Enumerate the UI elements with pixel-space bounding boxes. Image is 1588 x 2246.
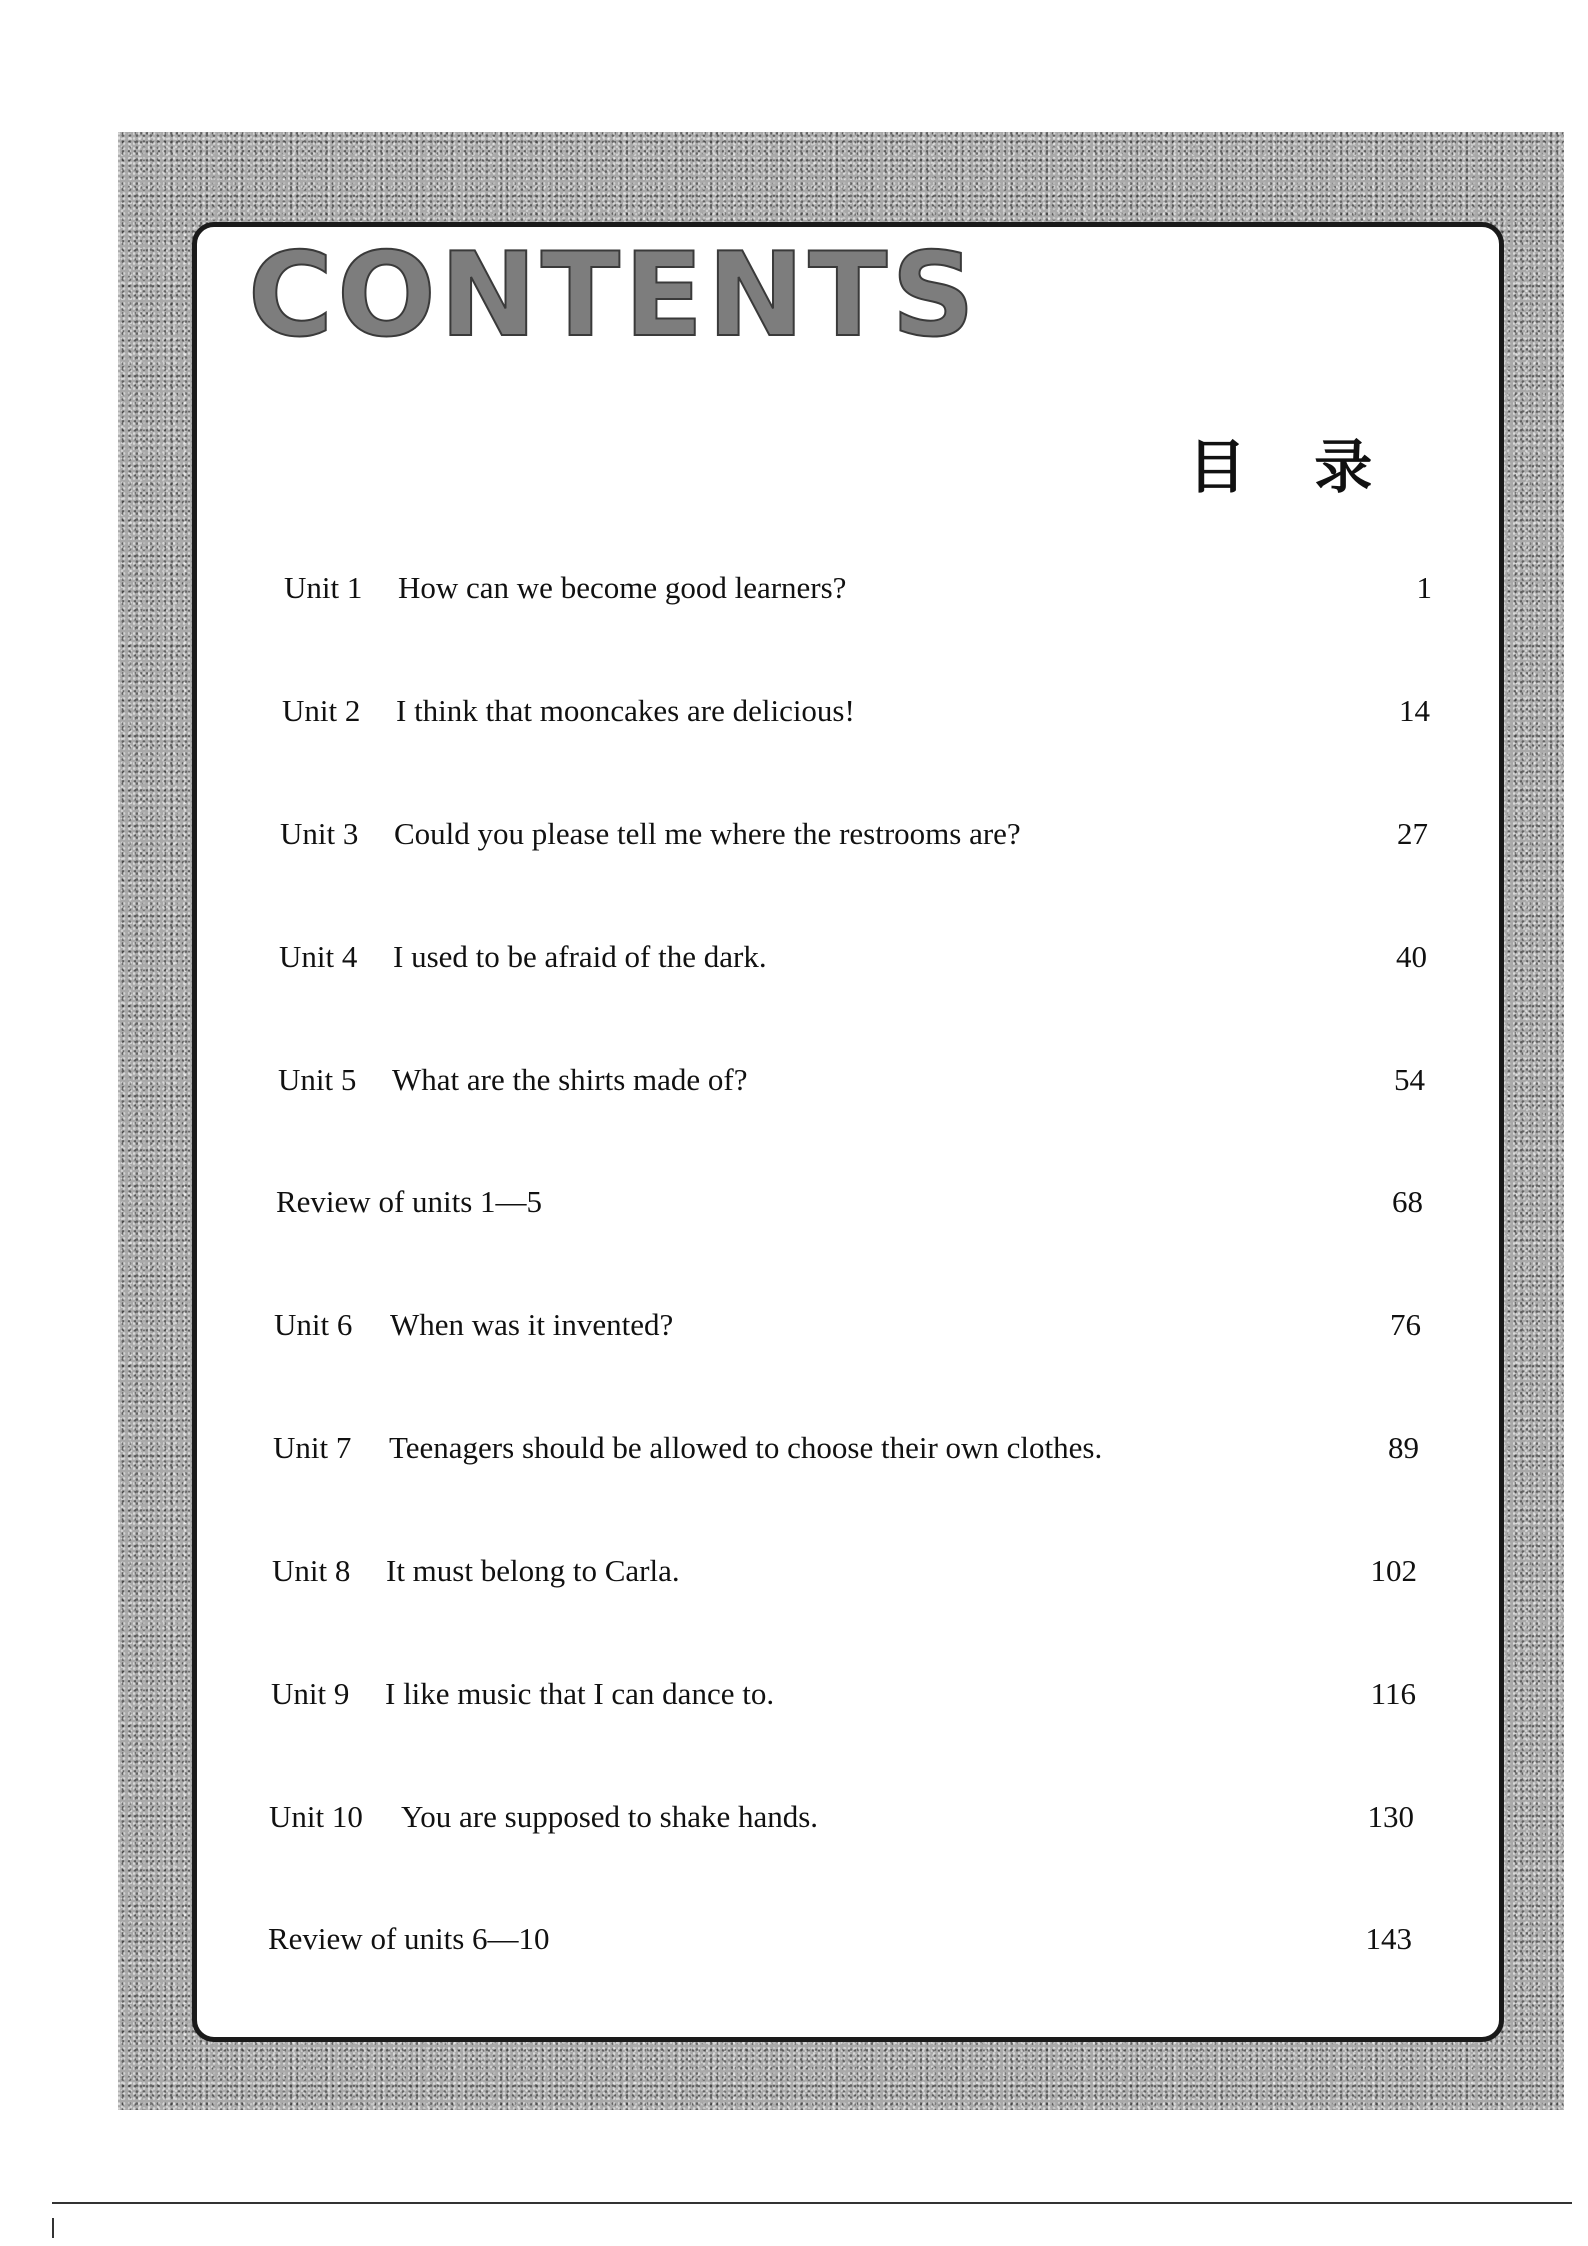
toc-entry-unit-7 (273, 1423, 1419, 1473)
toc-entry-unit-9 (271, 1669, 1416, 1719)
toc-unit-label: Unit 7 (273, 1430, 352, 1465)
toc-entry-unit-4 (279, 932, 1427, 982)
toc-unit-title: What are the shirts made of? (392, 1062, 748, 1097)
toc-entry-unit-1 (284, 563, 1432, 613)
toc-entry-unit-8 (272, 1546, 1417, 1596)
toc-unit-title: I think that mooncakes are delicious! (396, 693, 855, 728)
toc-unit-title: Could you please tell me where the restrooms are? (394, 816, 1021, 851)
toc-page-number: 68 (1392, 1184, 1423, 1219)
toc-page-number: 116 (1370, 1676, 1416, 1711)
toc-unit-title: You are supposed to shake hands. (401, 1799, 819, 1834)
toc-unit-title: How can we become good learners? (398, 570, 847, 605)
toc-review-title: Review of units 1—5 (276, 1184, 543, 1219)
toc-review-title: Review of units 6—10 (268, 1921, 550, 1956)
toc-page-number: 1 (1416, 570, 1432, 605)
toc-entry-unit-3 (280, 809, 1428, 859)
chinese-heading: 目 录 (1188, 433, 1397, 501)
toc-page-number: 89 (1388, 1430, 1419, 1465)
toc-unit-title: Teenagers should be allowed to choose their own clothes. (389, 1430, 1103, 1465)
footer-tick-mark (52, 2218, 54, 2238)
toc-page-number: 76 (1390, 1307, 1421, 1342)
footer-rule (52, 2202, 1572, 2204)
toc-entry-review-1-5 (276, 1177, 1423, 1227)
toc-unit-label: Unit 4 (279, 939, 358, 974)
toc-unit-label: Unit 9 (271, 1676, 350, 1711)
toc-entry-unit-2 (282, 686, 1430, 736)
toc-unit-label: Unit 8 (272, 1553, 351, 1588)
toc-unit-label: Unit 6 (274, 1307, 353, 1342)
toc-entry-unit-5 (278, 1055, 1425, 1105)
toc-page-number: 27 (1397, 816, 1428, 851)
toc-unit-label: Unit 3 (280, 816, 359, 851)
contents-heading: CONTENTS (248, 228, 979, 363)
toc-page-number: 102 (1370, 1553, 1417, 1588)
toc-unit-label: Unit 10 (269, 1799, 363, 1834)
toc-unit-title: I like music that I can dance to. (385, 1676, 775, 1711)
toc-unit-title: It must belong to Carla. (386, 1553, 680, 1588)
toc-entry-unit-10 (269, 1792, 1414, 1842)
toc-page-number: 54 (1394, 1062, 1425, 1097)
toc-page-number: 130 (1367, 1799, 1414, 1834)
toc-entry-review-6-10 (268, 1914, 1412, 1964)
toc-page-number: 14 (1399, 693, 1430, 728)
toc-unit-label: Unit 5 (278, 1062, 357, 1097)
toc-unit-title: I used to be afraid of the dark. (393, 939, 767, 974)
toc-page-number: 40 (1396, 939, 1427, 974)
toc-unit-label: Unit 2 (282, 693, 361, 728)
toc-entry-unit-6 (274, 1300, 1421, 1350)
toc-unit-label: Unit 1 (284, 570, 363, 605)
toc-unit-title: When was it invented? (390, 1307, 674, 1342)
toc-page-number: 143 (1365, 1921, 1412, 1956)
